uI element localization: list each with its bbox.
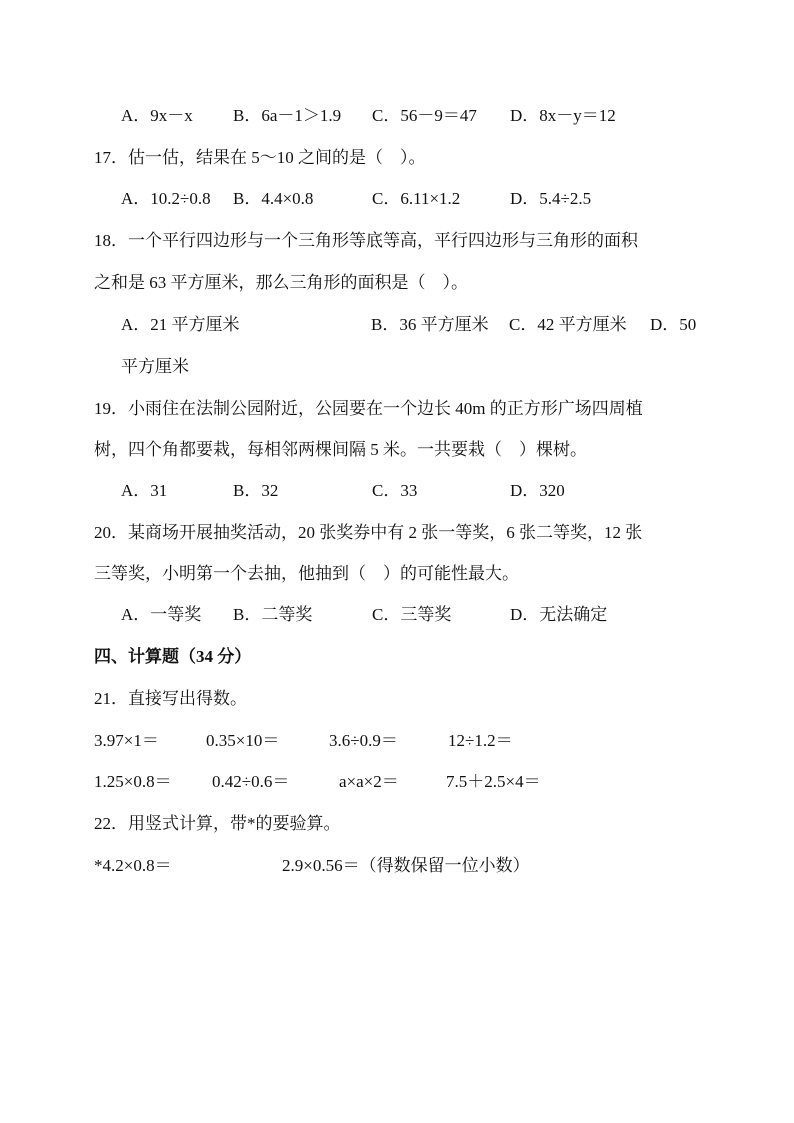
question-19-line2: 树，四个角都要栽，每相邻两棵间隔 5 米。一共要栽（ ）棵树。 bbox=[94, 440, 587, 459]
q18-option-c: C．42 平方厘米 bbox=[509, 315, 627, 334]
q20-option-d: D．无法确定 bbox=[510, 605, 608, 624]
q19-option-c: C．33 bbox=[372, 481, 418, 500]
q21-item-3: 3.6÷0.9＝ bbox=[329, 731, 398, 750]
q17-option-a: A．10.2÷0.8 bbox=[121, 189, 211, 208]
q21-item-1: 3.97×1＝ bbox=[94, 731, 159, 750]
section-heading: 四、计算题（34 分） bbox=[94, 647, 252, 666]
q20-option-b: B．二等奖 bbox=[233, 605, 313, 624]
question-21: 21．直接写出得数。 bbox=[94, 689, 247, 708]
q19-option-d: D．320 bbox=[510, 481, 565, 500]
q16-option-c: C．56－9＝47 bbox=[372, 106, 477, 125]
q22-item-2: 2.9×0.56＝（得数保留一位小数） bbox=[282, 856, 530, 875]
q21-item-7: a×a×2＝ bbox=[339, 772, 399, 791]
question-19-line1: 19．小雨住在法制公园附近，公园要在一个边长 40m 的正方形广场四周植 bbox=[94, 399, 643, 418]
q21-item-2: 0.35×10＝ bbox=[206, 731, 280, 750]
question-20-line2: 三等奖，小明第一个去抽，他抽到（ ）的可能性最大。 bbox=[94, 564, 519, 583]
q17-option-b: B．4.4×0.8 bbox=[233, 189, 314, 208]
question-18-line2: 之和是 63 平方厘米，那么三角形的面积是（ ）。 bbox=[94, 273, 468, 292]
q17-option-d: D．5.4÷2.5 bbox=[510, 189, 592, 208]
q18-option-d-continued: 平方厘米 bbox=[121, 357, 189, 376]
q19-option-b: B．32 bbox=[233, 481, 279, 500]
q20-option-a: A．一等奖 bbox=[121, 605, 202, 624]
q17-option-c: C．6.11×1.2 bbox=[372, 189, 461, 208]
q21-item-4: 12÷1.2＝ bbox=[448, 731, 513, 750]
question-17: 17．估一估，结果在 5～10 之间的是（ ）。 bbox=[94, 148, 426, 167]
q22-item-1: *4.2×0.8＝ bbox=[94, 856, 172, 875]
q21-item-6: 0.42÷0.6＝ bbox=[212, 772, 290, 791]
question-22: 22．用竖式计算，带*的要验算。 bbox=[94, 814, 341, 833]
q18-option-d: D．50 bbox=[650, 315, 697, 334]
q18-option-b: B．36 平方厘米 bbox=[371, 315, 489, 334]
q16-option-b: B．6a－1＞1.9 bbox=[233, 106, 342, 125]
q21-item-8: 7.5＋2.5×4＝ bbox=[446, 772, 541, 791]
q18-option-a: A．21 平方厘米 bbox=[121, 315, 240, 334]
question-18-line1: 18．一个平行四边形与一个三角形等底等高，平行四边形与三角形的面积 bbox=[94, 231, 638, 250]
q21-item-5: 1.25×0.8＝ bbox=[94, 772, 172, 791]
q16-option-a: A．9x－x bbox=[121, 106, 193, 125]
question-20-line1: 20．某商场开展抽奖活动，20 张奖券中有 2 张一等奖，6 张二等奖，12 张 bbox=[94, 523, 643, 542]
q16-option-d: D．8x－y＝12 bbox=[510, 106, 616, 125]
q19-option-a: A．31 bbox=[121, 481, 168, 500]
q20-option-c: C．三等奖 bbox=[372, 605, 452, 624]
